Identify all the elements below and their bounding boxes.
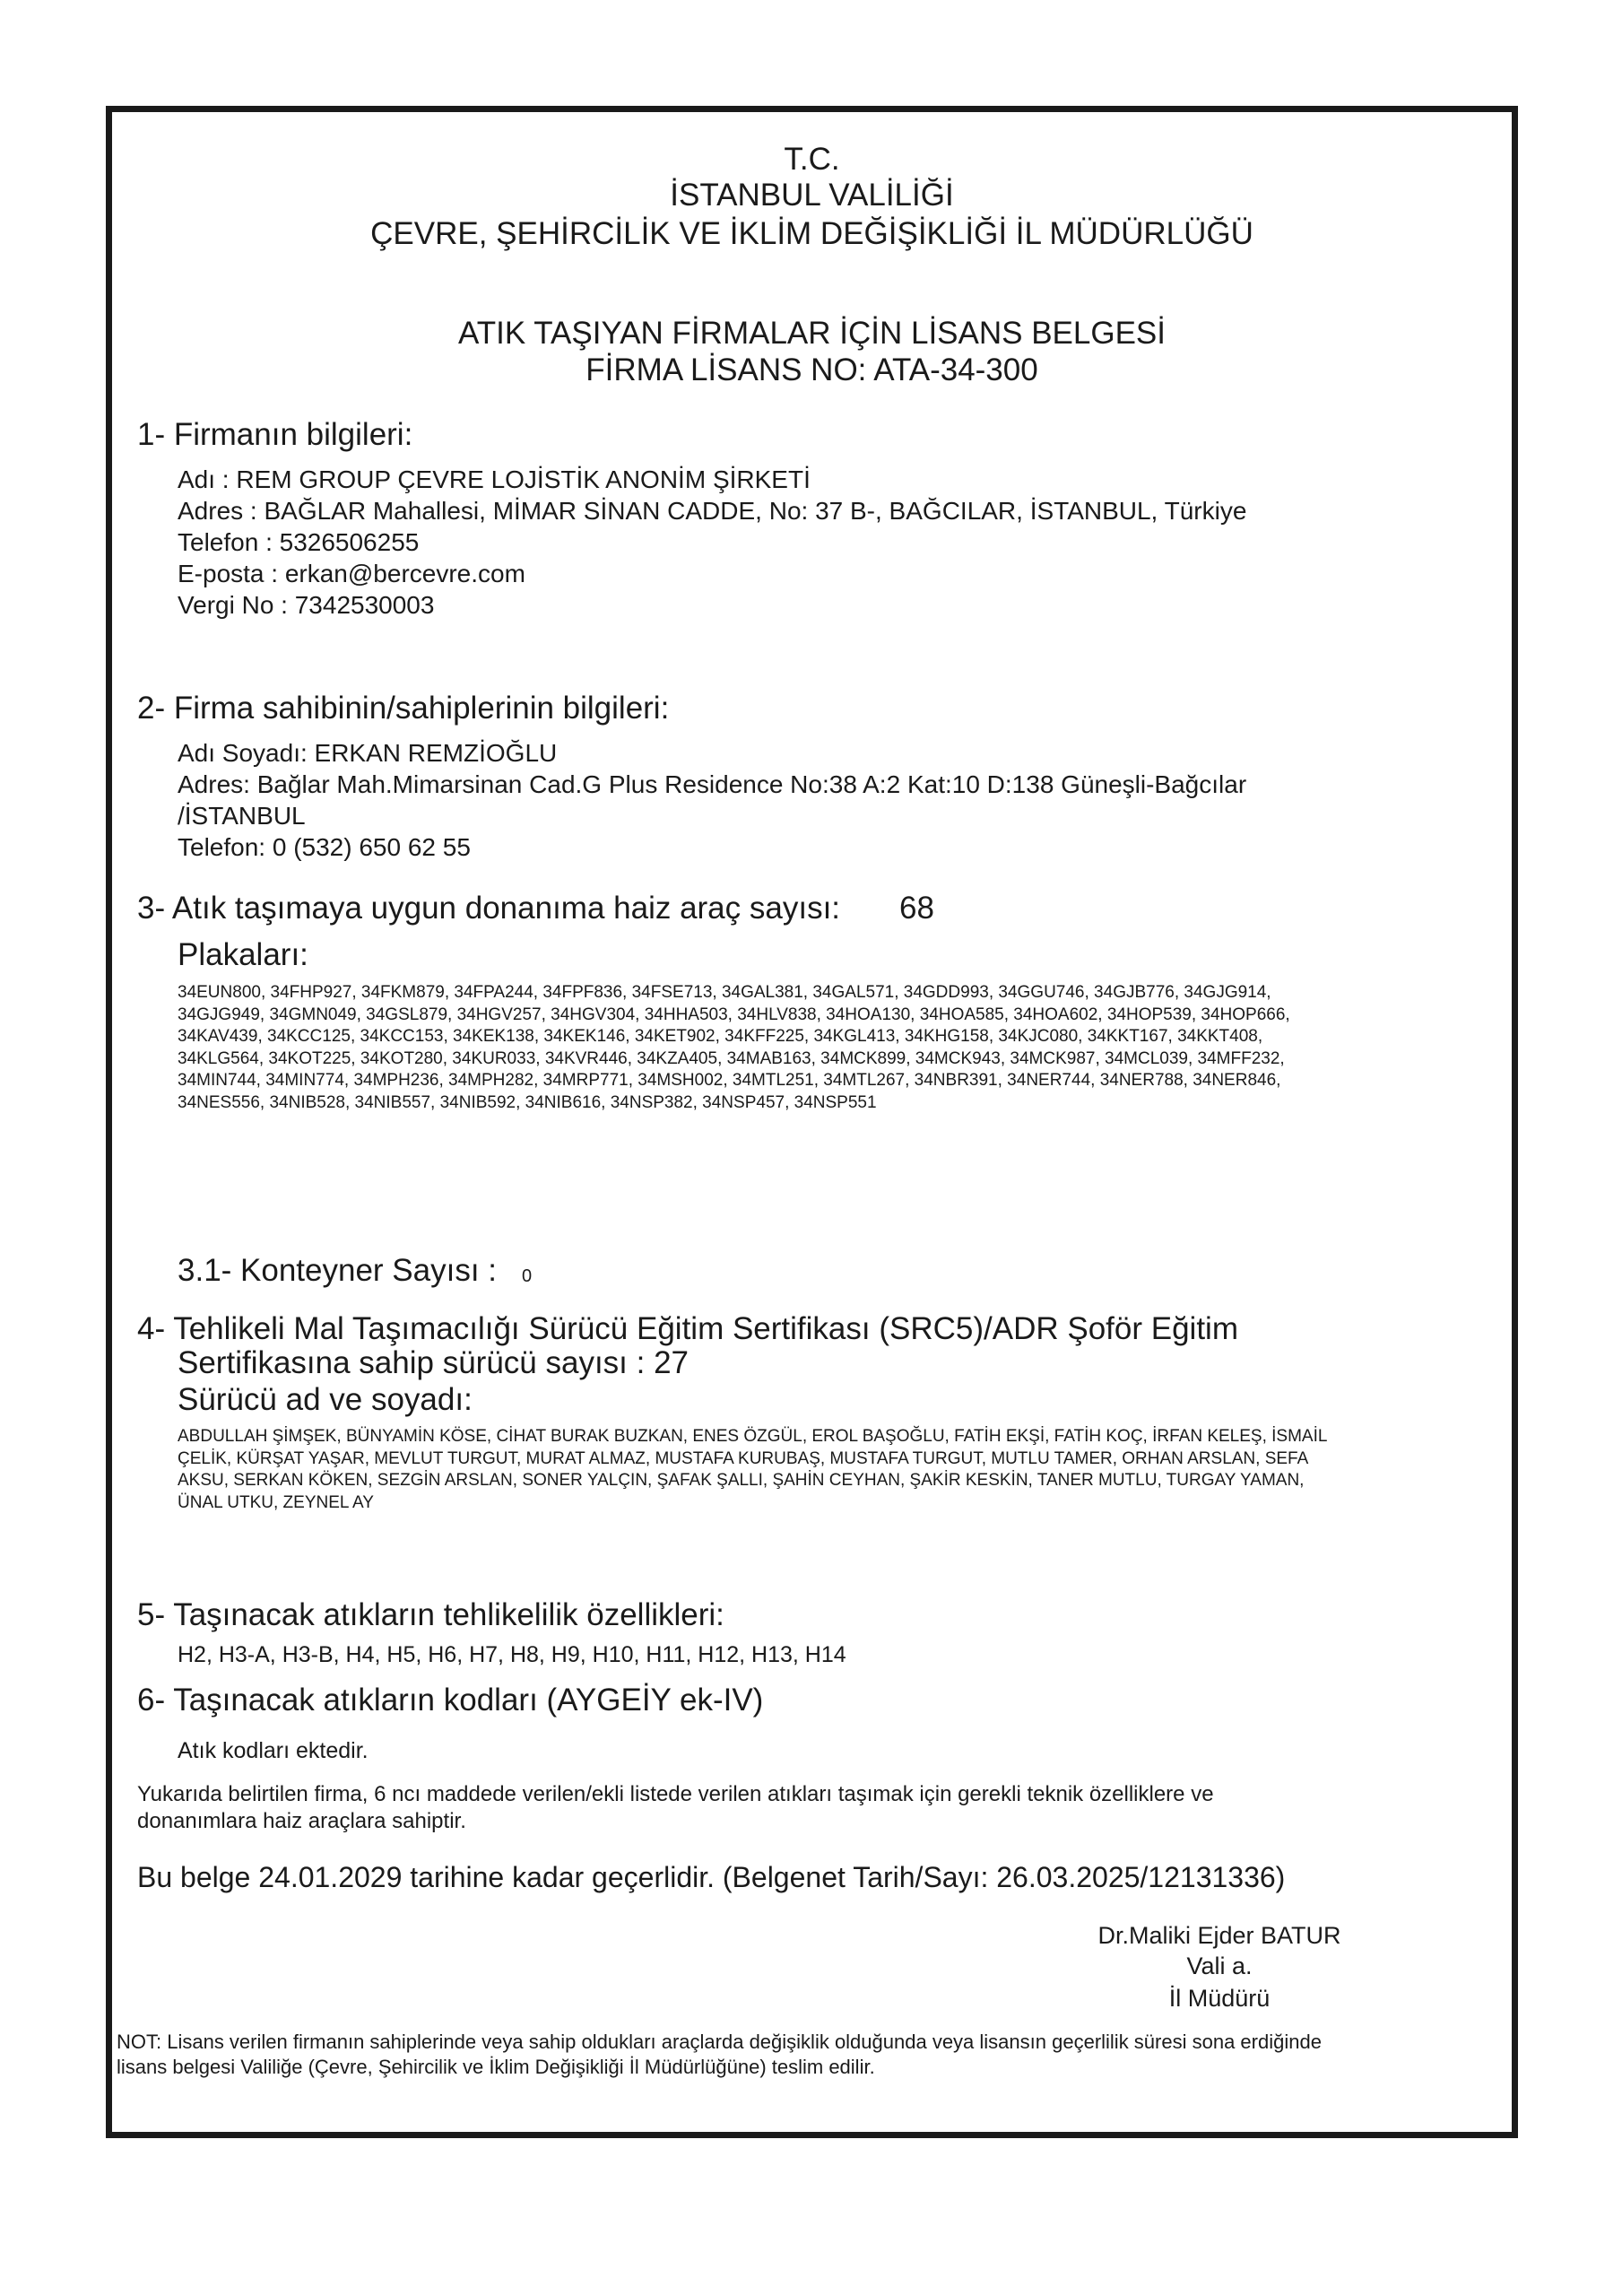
company-address: Adres : BAĞLAR Mahallesi, MİMAR SİNAN CADDE, No: 37 B-, BAĞCILAR, İSTANBUL, Türkiye <box>178 497 1247 525</box>
company-tax-no: Vergi No : 7342530003 <box>178 591 435 619</box>
waste-codes-note: Atık kodları ektedir. <box>178 1738 369 1763</box>
signatory-office: İl Müdürü <box>1168 1985 1271 2012</box>
license-number: FİRMA LİSANS NO: ATA-34-300 <box>585 352 1038 387</box>
company-name: Adı : REM GROUP ÇEVRE LOJİSTİK ANONİM ŞİRKETİ <box>178 465 811 493</box>
statement-line2: donanımlara haiz araçlara sahiptir. <box>137 1809 466 1833</box>
plates-line: 34GJG949, 34GMN049, 34GSL879, 34HGV257, 34HGV304, 34HHA503, 34HLV838, 34HOA130, 34HOA585, 34HOA602, 34HOP539, 34HOP666, <box>178 1004 1290 1024</box>
plates-line: 34NES556, 34NIB528, 34NIB557, 34NIB592, 34NIB616, 34NSP382, 34NSP457, 34NSP551 <box>178 1092 877 1112</box>
document-title: ATIK TAŞIYAN FİRMALAR İÇİN LİSANS BELGESİ <box>457 316 1166 351</box>
validity-statement: Bu belge 24.01.2029 tarihine kadar geçerlidir. (Belgenet Tarih/Sayı: 26.03.2025/12131336) <box>137 1861 1286 1893</box>
drivers-line: ÜNAL UTKU, ZEYNEL AY <box>178 1492 374 1512</box>
drivers-line: ÇELİK, KÜRŞAT YAŞAR, MEVLUT TURGUT, MURAT ALMAZ, MUSTAFA KURUBAŞ, MUSTAFA TURGUT, MUTLU TAMER, ORHAN ARSLAN, SEFA <box>178 1448 1309 1468</box>
header-tc: T.C. <box>784 142 840 177</box>
statement-line1: Yukarıda belirtilen firma, 6 ncı maddede verilen/ekli listede verilen atıkları taşımak için gerekli teknik özelliklere ve <box>137 1782 1214 1806</box>
section1-title: 1- Firmanın bilgileri: <box>137 417 413 452</box>
note-line1: NOT: Lisans verilen firmanın sahiplerinde veya sahip oldukları araçlarda değişiklik olduğunda veya lisansın geçerlilik süresi sona erdiğinde <box>117 2031 1322 2053</box>
company-phone: Telefon : 5326506255 <box>178 528 420 556</box>
signatory-name: Dr.Maliki Ejder BATUR <box>1097 1922 1341 1949</box>
drivers-line: ABDULLAH ŞİMŞEK, BÜNYAMİN KÖSE, CİHAT BURAK BUZKAN, ENES ÖZGÜL, EROL BAŞOĞLU, FATİH EKŞİ, FATİH KOÇ, İRFAN KELEŞ, İSMAİL <box>178 1427 1328 1446</box>
container-count: 0 <box>522 1266 533 1286</box>
section3-title: 3- Atık taşımaya uygun donanıma haiz araç sayısı: <box>137 891 841 926</box>
plates-line: 34EUN800, 34FHP927, 34FKM879, 34FPA244, 34FPF836, 34FSE713, 34GAL381, 34GAL571, 34GDD993, 34GGU746, 34GJB776, 34GJG914, <box>178 983 1271 1002</box>
plates-label: Plakaları: <box>178 937 308 972</box>
header-governorship: İSTANBUL VALİLİĞİ <box>670 178 954 213</box>
owner-phone: Telefon: 0 (532) 650 62 55 <box>178 833 471 861</box>
container-label: 3.1- Konteyner Sayısı : <box>178 1253 498 1288</box>
section5-title: 5- Taşınacak atıkların tehlikelilik özellikleri: <box>137 1597 724 1632</box>
owner-address-line1: Adres: Bağlar Mah.Mimarsinan Cad.G Plus Residence No:38 A:2 Kat:10 D:138 Güneşli-Bağcılar <box>178 770 1247 798</box>
drivers-label: Sürücü ad ve soyadı: <box>178 1382 473 1417</box>
drivers-line: AKSU, SERKAN KÖKEN, SEZGİN ARSLAN, SONER YALÇIN, ŞAFAK ŞALLI, ŞAHİN CEYHAN, ŞAKİR KESKİN, TANER MUTLU, TURGAY YAMAN, <box>178 1471 1305 1490</box>
plates-line: 34KLG564, 34KOT225, 34KOT280, 34KUR033, 34KVR446, 34KZA405, 34MAB163, 34MCK899, 34MCK943, 34MCK987, 34MCL039, 34MFF232, <box>178 1048 1285 1068</box>
note-line2: lisans belgesi Valiliğe (Çevre, Şehircilik ve İklim Değişikliği İl Müdürlüğüne) teslim edilir. <box>117 2056 875 2078</box>
header-directorate: ÇEVRE, ŞEHİRCİLİK VE İKLİM DEĞİŞİKLİĞİ İL MÜDÜRLÜĞÜ <box>370 216 1253 251</box>
owner-address-line2: /İSTANBUL <box>178 802 306 830</box>
section2-title: 2- Firma sahibinin/sahiplerinin bilgileri: <box>137 691 670 726</box>
section4-title-line1: 4- Tehlikeli Mal Taşımacılığı Sürücü Eğitim Sertifikası (SRC5)/ADR Şoför Eğitim <box>137 1311 1238 1346</box>
vehicle-count: 68 <box>899 891 934 926</box>
plates-line: 34MIN744, 34MIN774, 34MPH236, 34MPH282, 34MRP771, 34MSH002, 34MTL251, 34MTL267, 34NBR391, 34NER744, 34NER788, 34NER846, <box>178 1071 1281 1090</box>
company-email: E-posta : erkan@bercevre.com <box>178 560 525 587</box>
section6-title: 6- Taşınacak atıkların kodları (AYGEİY ek-IV) <box>137 1683 764 1718</box>
section4-title-line2: Sertifikasına sahip sürücü sayısı : 27 <box>178 1345 689 1380</box>
hazard-properties: H2, H3-A, H3-B, H4, H5, H6, H7, H8, H9, H10, H11, H12, H13, H14 <box>178 1642 846 1667</box>
owner-name: Adı Soyadı: ERKAN REMZİOĞLU <box>178 739 558 767</box>
plates-line: 34KAV439, 34KCC125, 34KCC153, 34KEK138, 34KEK146, 34KET902, 34KFF225, 34KGL413, 34KHG158, 34KJC080, 34KKT167, 34KKT408, <box>178 1027 1263 1046</box>
signatory-title: Vali a. <box>1186 1952 1253 1979</box>
